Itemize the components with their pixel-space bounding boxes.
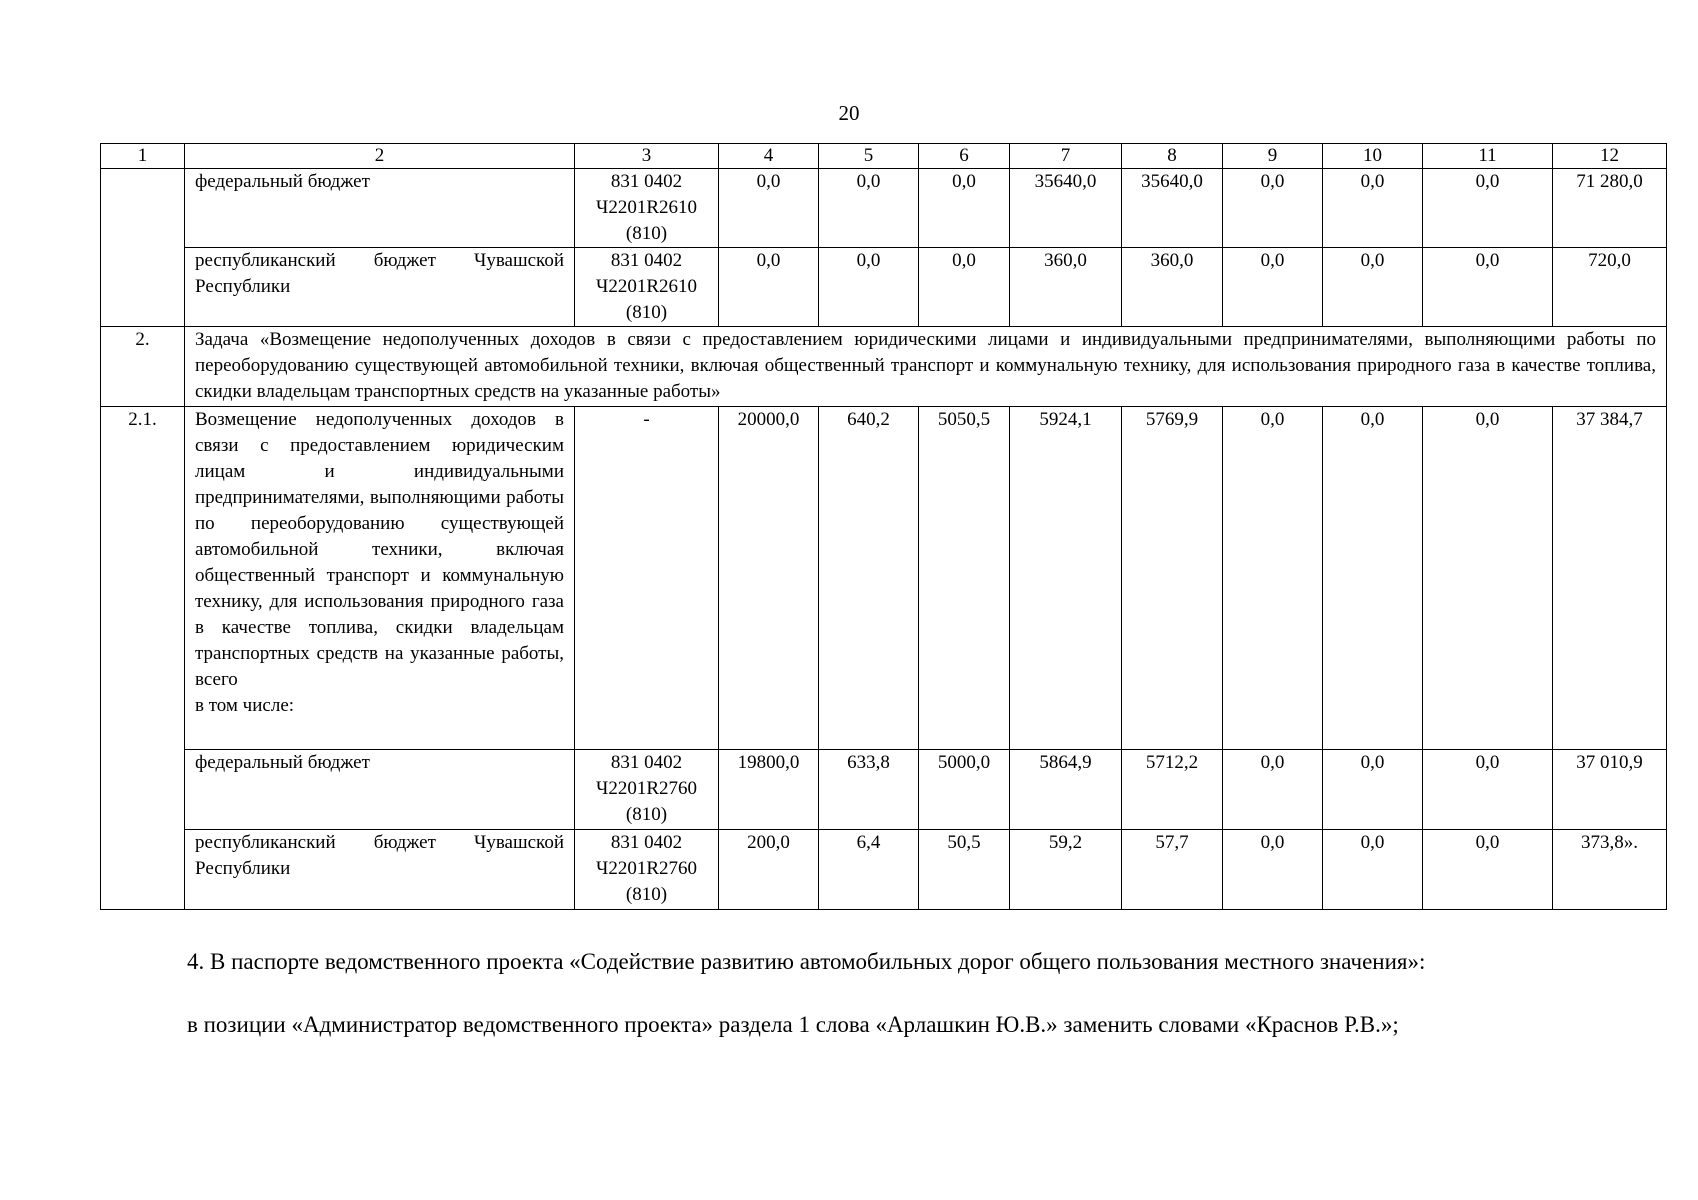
value-cell: 0,0 [1323,750,1423,830]
item-row [101,407,1667,750]
funding-source: республиканский бюджет Чувашской Республики [185,830,575,910]
column-header: 11 [1423,144,1553,169]
total-cell: 720,0 [1553,248,1667,327]
value-cell: 640,2 [819,407,919,750]
row-number-cell [101,169,185,327]
value-cell: 0,0 [1423,248,1553,327]
value-cell: 0,0 [1223,750,1323,830]
budget-code: - [575,407,719,750]
total-cell: 37 384,7 [1553,407,1667,750]
amendment-paragraph: 4. В паспорте ведомственного проекта «Содействие развитию автомобильных дорог общего пользования местного значения»: [187,949,1426,974]
budget-code: 831 0402 Ч2201R2610 (810) [575,248,719,327]
table-row [101,248,1667,327]
total-cell: 71 280,0 [1553,169,1667,248]
column-header: 4 [719,144,819,169]
table-header-row [101,144,1667,169]
value-cell: 200,0 [719,830,819,910]
table-row [101,750,1667,830]
value-cell: 0,0 [1323,407,1423,750]
funding-source: федеральный бюджет [185,750,575,830]
value-cell: 0,0 [1323,248,1423,327]
value-cell: 5000,0 [919,750,1010,830]
value-cell: 0,0 [1423,750,1553,830]
value-cell: 5864,9 [1010,750,1122,830]
item-description [185,407,575,750]
task-row [101,327,1667,407]
value-cell: 0,0 [819,169,919,248]
value-cell: 0,0 [1223,407,1323,750]
value-cell: 0,0 [1323,169,1423,248]
value-cell: 360,0 [1122,248,1223,327]
value-cell: 0,0 [1223,830,1323,910]
value-cell: 0,0 [1423,407,1553,750]
item-number: 2.1. [101,407,185,910]
item-description-text: Возмещение недополученных доходов в связи с предоставлением юридическим лицам и индивидуальными предпринимателями, выполняющими работы по переоборудованию существующей автомобильной техники, включая общественный транспорт и коммунальную технику, для использования природного газа в качестве топлива, скидки владельцам транспортных средств на указанные работы, всего [195,409,564,690]
value-cell: 5050,5 [919,407,1010,750]
value-cell: 35640,0 [1122,169,1223,248]
column-header: 6 [919,144,1010,169]
task-description: Задача «Возмещение недополученных доходов в связи с предоставлением юридическими лицами и индивидуальными предпринимателями, выполняющими работы по переоборудованию существующей автомобильной техники, включая общественный транспорт и коммунальную технику, для использования природного газа в качестве топлива, скидки владельцам транспортных средств на указанные работы» [185,327,1667,407]
value-cell: 0,0 [1423,169,1553,248]
column-header: 5 [819,144,919,169]
value-cell: 633,8 [819,750,919,830]
column-header: 3 [575,144,719,169]
column-header: 1 [101,144,185,169]
total-cell: 37 010,9 [1553,750,1667,830]
value-cell: 0,0 [1323,830,1423,910]
value-cell: 0,0 [719,248,819,327]
funding-source: федеральный бюджет [185,169,575,248]
budget-code: 831 0402 Ч2201R2610 (810) [575,169,719,248]
task-number: 2. [101,327,185,407]
budget-table [100,143,1667,910]
value-cell: 59,2 [1010,830,1122,910]
value-cell: 57,7 [1122,830,1223,910]
column-header: 9 [1223,144,1323,169]
column-header: 8 [1122,144,1223,169]
value-cell: 0,0 [1423,830,1553,910]
column-header: 12 [1553,144,1667,169]
column-header: 10 [1323,144,1423,169]
value-cell: 50,5 [919,830,1010,910]
value-cell: 0,0 [1223,169,1323,248]
budget-code: 831 0402 Ч2201R2760 (810) [575,830,719,910]
value-cell: 0,0 [719,169,819,248]
item-description-sub: в том числе: [195,695,295,716]
value-cell: 19800,0 [719,750,819,830]
value-cell: 6,4 [819,830,919,910]
value-cell: 0,0 [819,248,919,327]
amendment-paragraph: в позиции «Администратор ведомственного проекта» раздела 1 слова «Арлашкин Ю.В.» заменить словами «Краснов Р.В.»; [187,1012,1399,1037]
budget-code: 831 0402 Ч2201R2760 (810) [575,750,719,830]
value-cell: 5924,1 [1010,407,1122,750]
value-cell: 360,0 [1010,248,1122,327]
page-number: 20 [838,101,860,125]
value-cell: 5769,9 [1122,407,1223,750]
table-row [101,169,1667,248]
value-cell: 35640,0 [1010,169,1122,248]
value-cell: 5712,2 [1122,750,1223,830]
funding-source: республиканский бюджет Чувашской Республики [185,248,575,327]
value-cell: 20000,0 [719,407,819,750]
value-cell: 0,0 [919,248,1010,327]
column-header: 2 [185,144,575,169]
column-header: 7 [1010,144,1122,169]
value-cell: 0,0 [919,169,1010,248]
total-cell: 373,8». [1553,830,1667,910]
value-cell: 0,0 [1223,248,1323,327]
table-row [101,830,1667,910]
